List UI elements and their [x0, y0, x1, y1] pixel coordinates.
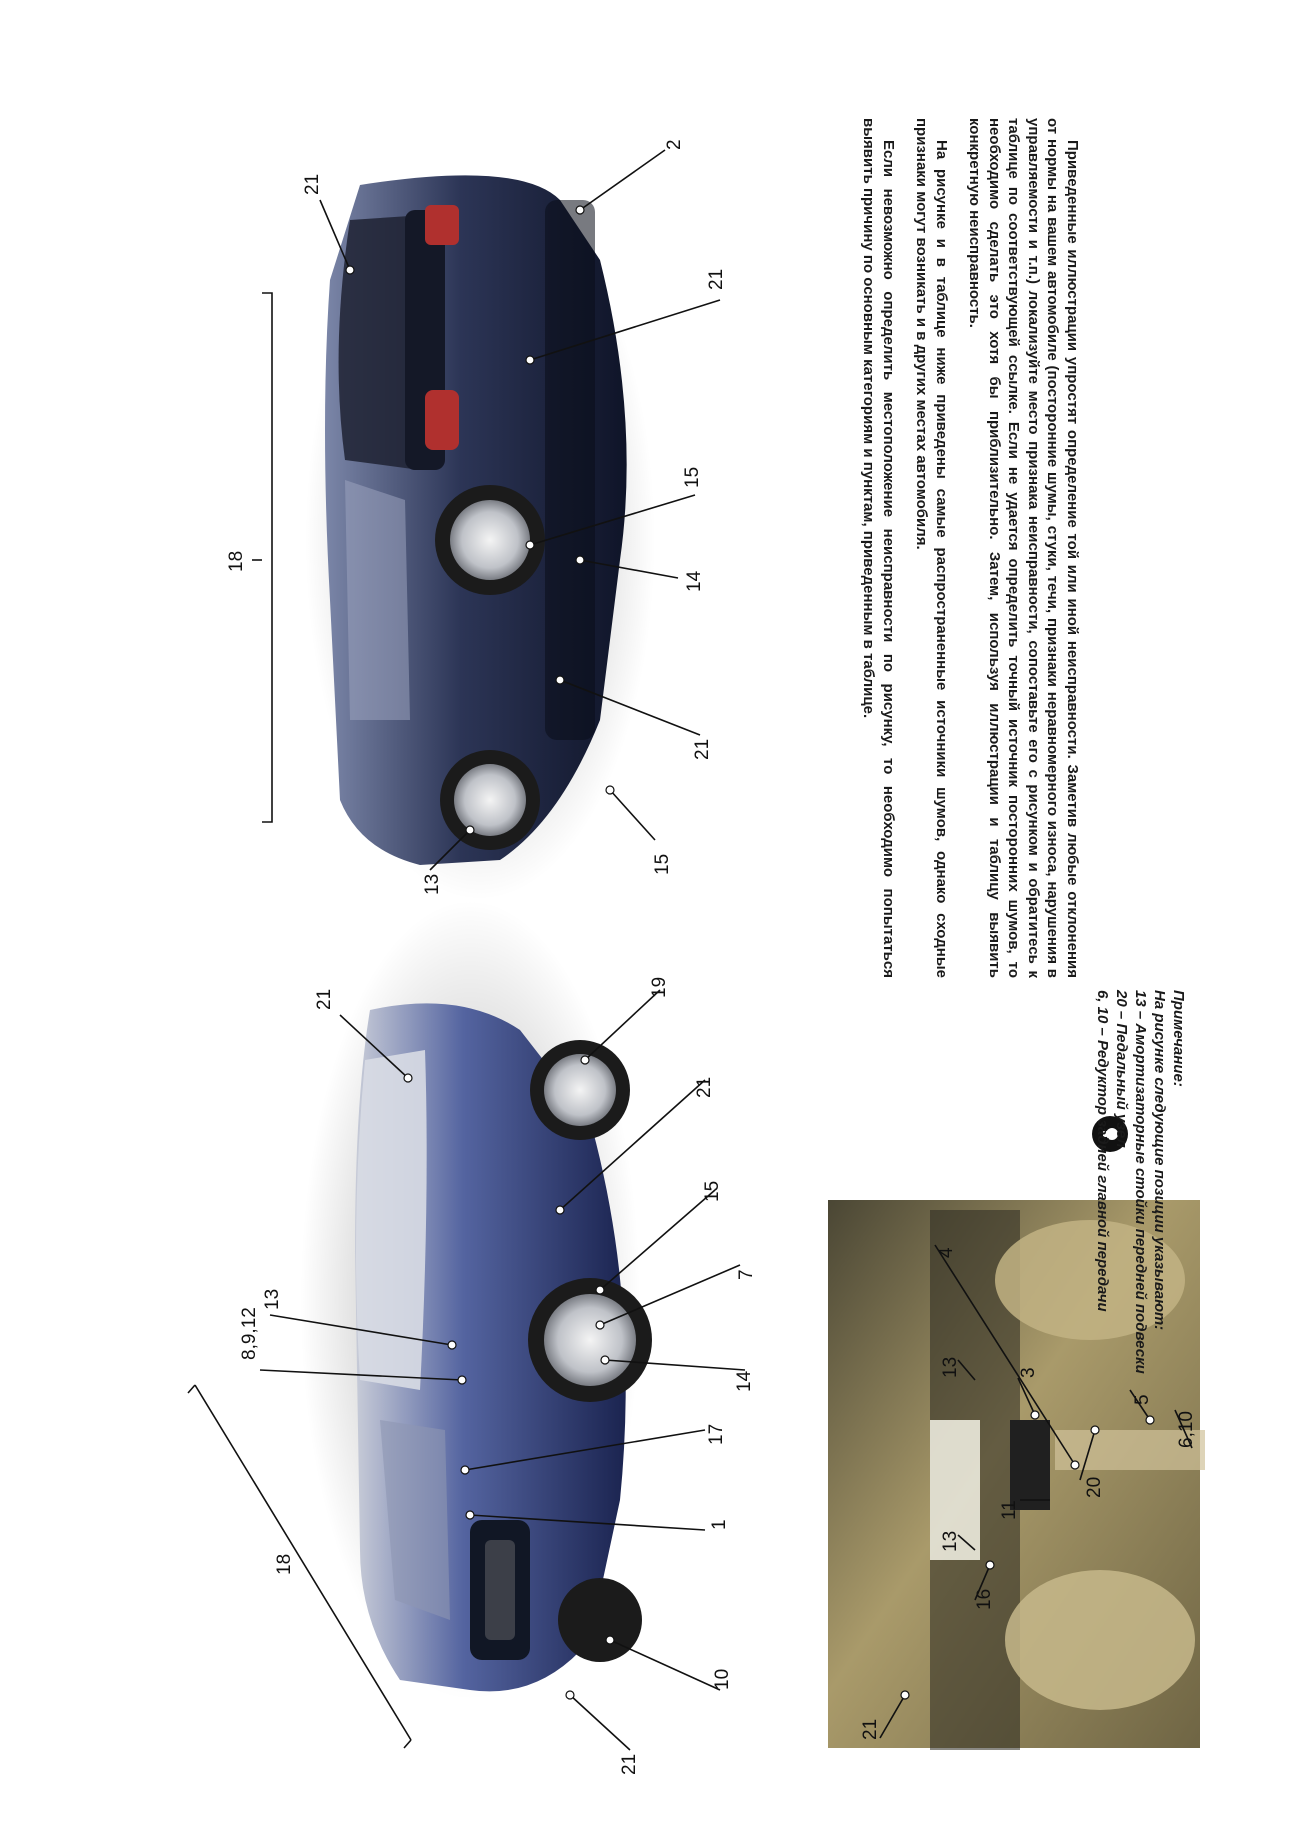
callout-label: 18: [226, 550, 247, 572]
callout-label: 15: [682, 466, 703, 488]
dimension-brace-rear: [252, 293, 272, 822]
callout-label: 20: [1084, 1476, 1105, 1498]
callout-label: 15: [702, 1180, 723, 1202]
callout-label: 7: [736, 1269, 757, 1280]
callout-label: 21: [706, 268, 727, 290]
callout-label: 13: [422, 873, 443, 895]
table-reference-paragraph: Если невозможно определить местоположение неисправности по рисунку, то необходимо попытаться выявить причину по основным категориям и пунктам, приведенным в таблице.: [860, 118, 897, 978]
note-intro: На рисунке следующие позиции указывают:: [1151, 990, 1168, 1331]
callout-label: 8,9,12: [239, 1307, 260, 1360]
callout-label: 2: [664, 139, 685, 150]
callout-label: 15: [652, 853, 673, 875]
callout-label: 21: [860, 1718, 881, 1740]
note-heading: Примечание:: [1170, 990, 1187, 1087]
callout-label: 13: [940, 1356, 961, 1378]
callout-label: 21: [619, 1753, 640, 1775]
callout-label: 18: [274, 1553, 295, 1575]
callout-label: 10: [712, 1668, 733, 1690]
callout-label: 4: [936, 1247, 957, 1258]
callout-label: 3: [1018, 1367, 1039, 1378]
callout-label: 21: [694, 1076, 715, 1098]
note-block: [1093, 990, 1188, 1410]
callout-label: 19: [649, 976, 670, 998]
callout-label: 14: [734, 1370, 755, 1392]
callout-label: 6,10: [1176, 1411, 1197, 1448]
intro-paragraph: Приведенные иллюстрации упростят определение той или иной неисправности. Заметив любые отклонения от нормы на вашем автомобиле (посторонние шумы, стуки, течи, признаки неравномерного износа, нарушения в управляемости и т.п.) локализуйте место признака неисправности, сопоставьте его с рисунком и обратитесь к таблице по соответствующей ссылке. Если не удается определить точный источник посторонних шумов, то необходимо сделать это хотя бы приблизительно. Затем, используя иллюстрации и таблицу выявить конкретную неисправность.: [966, 118, 1081, 978]
callout-label: 5: [1132, 1394, 1153, 1405]
callout-label: 13: [262, 1288, 283, 1310]
callout-label: 21: [302, 173, 323, 195]
callout-label: 11: [999, 1500, 1020, 1520]
callout-label: 14: [684, 570, 705, 592]
note-item: 6, 10 – Редуктор задней главной передачи: [1094, 990, 1111, 1312]
rear-car-illustration: [305, 175, 655, 900]
callout-label: 1: [709, 1519, 730, 1530]
front-car-illustration: [300, 900, 652, 1700]
body-text-column: [845, 118, 1082, 978]
callout-label: 13: [940, 1530, 961, 1552]
callout-label: 21: [692, 738, 713, 760]
callout-label: 21: [314, 988, 335, 1010]
note-item: 13 – Амортизаторные стойки передней подвески: [1132, 990, 1149, 1374]
callout-label: 16: [974, 1588, 995, 1610]
note-item: 20 – Педальный узел: [1113, 990, 1130, 1148]
noise-sources-paragraph: На рисунке и в таблице ниже приведены самые распространенные источники шумов, однако сходные признаки могут возникать и в других местах автомобиля.: [913, 118, 950, 978]
callout-label: 17: [706, 1423, 727, 1445]
